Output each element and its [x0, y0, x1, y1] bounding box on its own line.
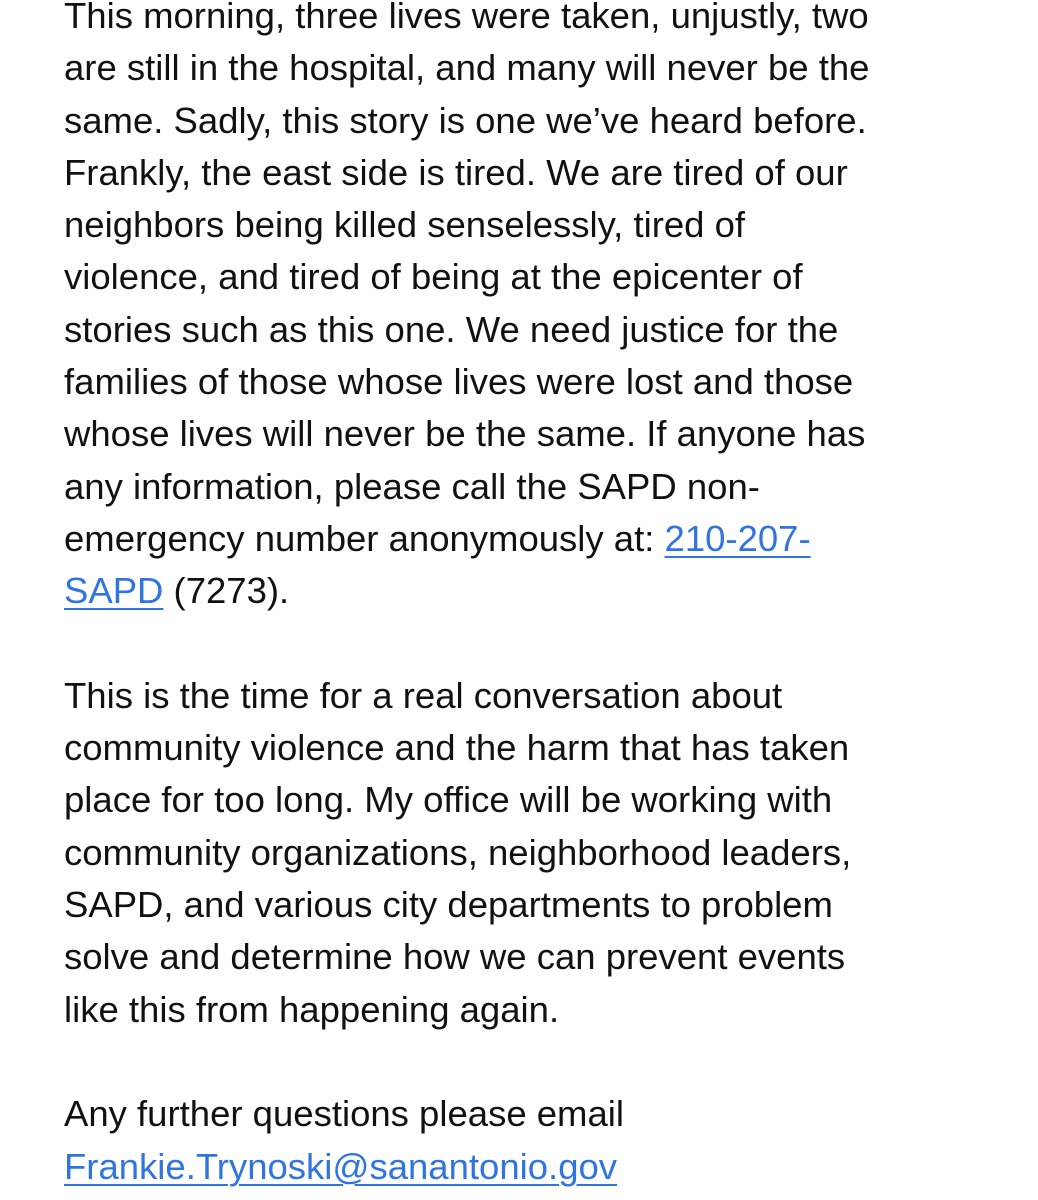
text-line: neighbors being killed senselessly, tired of: [64, 204, 746, 246]
phone-number-link[interactable]: 210-207-: [664, 517, 811, 559]
text-line: stories such as this one. We need justice for the: [64, 308, 839, 350]
text-line: violence, and tired of being at the epicenter of: [64, 256, 803, 298]
text-line: SAPD, and various city departments to problem: [64, 884, 833, 926]
phone-number-link-continued[interactable]: SAPD: [64, 570, 164, 612]
text-line: any information, please call the SAPD non-: [64, 465, 760, 507]
text-line: place for too long. My office will be working with: [64, 779, 833, 821]
text-line: Frankly, the east side is tired. We are tired of our: [64, 151, 848, 193]
text-line: This morning, three lives were taken, unjustly, two: [64, 0, 869, 36]
text-line: community violence and the harm that has taken: [64, 727, 850, 769]
paragraph-contact: [64, 1088, 964, 1193]
paragraph-call-to-action: [64, 670, 964, 1036]
paragraph-statement: [64, 0, 964, 618]
phone-prompt-text: emergency number anonymously at:: [64, 517, 665, 559]
text-line: are still in the hospital, and many will never be the: [64, 47, 870, 89]
text-line: [64, 565, 964, 617]
text-line: [64, 513, 964, 565]
text-line: families of those whose lives were lost and those: [64, 361, 854, 403]
email-link[interactable]: Frankie.Trynoski@sanantonio.gov: [64, 1145, 618, 1187]
message-body: [64, 0, 964, 1193]
contact-prompt: Any further questions please email: [64, 1093, 624, 1135]
phone-digits-text: (7273).: [163, 570, 290, 612]
text-line: same. Sadly, this story is one we’ve heard before.: [64, 99, 867, 141]
text-line: whose lives will never be the same. If anyone has: [64, 413, 866, 455]
text-line: solve and determine how we can prevent events: [64, 936, 846, 978]
text-line: like this from happening again.: [64, 988, 560, 1030]
text-line: [64, 1141, 964, 1193]
text-line: community organizations, neighborhood leaders,: [64, 831, 852, 873]
text-line: This is the time for a real conversation about: [64, 674, 783, 716]
